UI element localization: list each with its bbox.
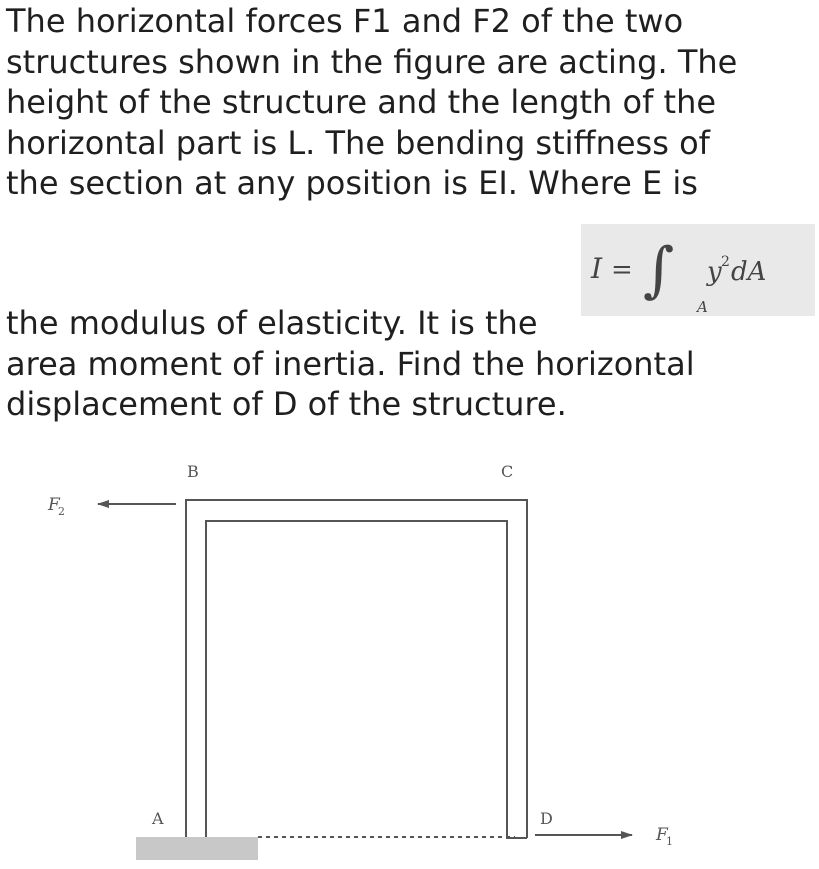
label-f1-subscript: 1 bbox=[666, 835, 673, 848]
problem-text-part1 bbox=[6, 1, 811, 204]
label-f2: F bbox=[48, 495, 60, 515]
frame-structure-figure bbox=[0, 450, 819, 865]
text-line: structures shown in the figure are acting. The bbox=[6, 42, 738, 81]
text-line: the modulus of elasticity. It is the bbox=[6, 304, 538, 342]
text-line: displacement of D of the structure. bbox=[6, 385, 567, 423]
integrand-base: y bbox=[707, 257, 722, 287]
label-point-b: B bbox=[187, 462, 199, 481]
formula-lhs: I bbox=[591, 252, 603, 285]
text-line: The horizontal forces F1 and F2 of the two bbox=[6, 2, 684, 40]
label-point-c: C bbox=[501, 462, 514, 481]
frame-inner-outline bbox=[206, 521, 527, 838]
integral-lower-limit: A bbox=[697, 298, 708, 316]
frame-diagram bbox=[0, 450, 819, 865]
text-line: the section at any position is EI. Where E is bbox=[6, 164, 698, 202]
frame-outer-outline bbox=[186, 500, 527, 838]
text-line: area moment of inertia. Find the horizontal bbox=[6, 344, 695, 383]
label-point-a: A bbox=[152, 809, 164, 828]
differential: dA bbox=[731, 257, 767, 287]
label-point-d: D bbox=[540, 809, 553, 828]
ground-support bbox=[136, 837, 258, 860]
label-f2-subscript: 2 bbox=[58, 505, 65, 518]
text-line: horizontal part is L. The bending stiffness of bbox=[6, 123, 710, 162]
integrand-exponent: 2 bbox=[721, 254, 730, 270]
problem-text-part2 bbox=[6, 303, 695, 425]
label-f1: F bbox=[656, 825, 668, 845]
text-line: height of the structure and the length of the bbox=[6, 83, 717, 121]
integral-sign: ∫ bbox=[643, 235, 675, 305]
formula-equals: = bbox=[611, 255, 633, 285]
